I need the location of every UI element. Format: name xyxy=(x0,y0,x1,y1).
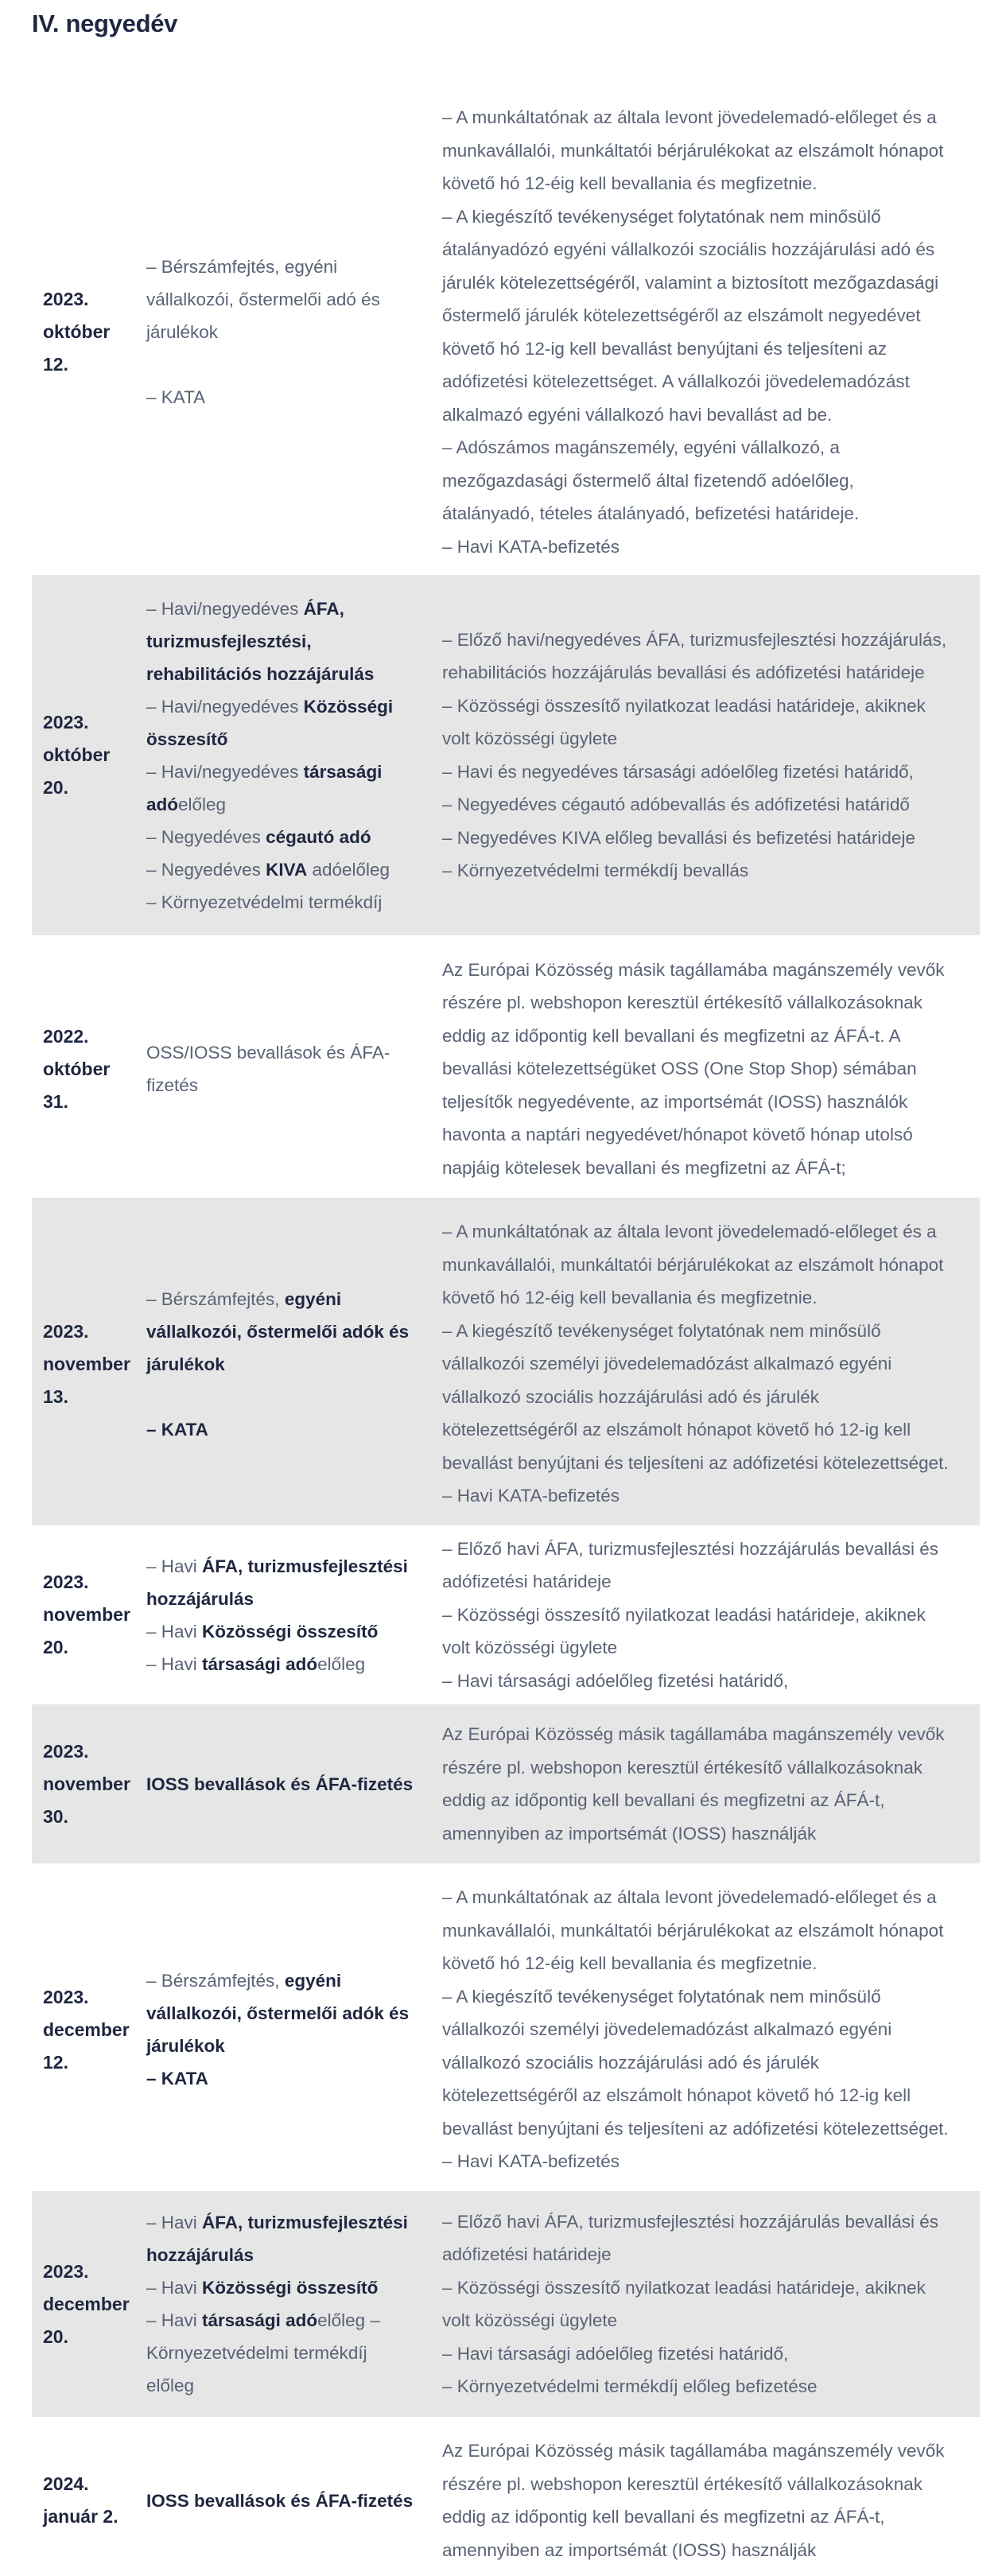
line-gap xyxy=(146,348,426,381)
description-line: volt közösségi ügylete xyxy=(442,1638,618,1658)
description-line: kötelezettségéről az elszámolt hónapot követő hó 12-ig kell xyxy=(442,1420,911,1440)
description-line: – A munkáltatónak az általa levont jövedelemadó-előleget és a xyxy=(442,107,937,127)
tax-item-text: adóelőleg xyxy=(307,859,390,880)
date-line: 2023. xyxy=(43,2260,89,2282)
tax-item-text: OSS/IOSS bevallások és ÁFA- xyxy=(146,1043,390,1063)
description-line: vállalkozó szociális hozzájárulási adó és járulék xyxy=(442,1386,819,1407)
tax-item-line xyxy=(146,886,426,919)
description-line: őstermelő járulék kötelezettségéről az elszámolt negyedévet xyxy=(442,305,921,325)
date-line: 2023. xyxy=(43,1986,89,2007)
tax-item-emphasis: KIVA xyxy=(266,859,308,880)
tax-items xyxy=(146,1964,442,2095)
description-line: munkavállalói, munkáltatói bérjárulékokat az elszámolt hónapot xyxy=(442,140,944,161)
tax-item-line xyxy=(146,1283,426,1315)
deadline-date xyxy=(32,706,146,804)
tax-item-line xyxy=(146,1997,426,2030)
tax-item-emphasis: Közösségi összesítő xyxy=(202,1621,379,1642)
description-line: bevallást benyújtani és teljesíteni az adófizetési kötelezettséget. xyxy=(442,1452,949,1473)
tax-item-line xyxy=(146,1550,426,1583)
description-line: – Havi és negyedéves társasági adóelőleg fizetési határidő, xyxy=(442,761,914,782)
date-line: 12. xyxy=(43,2051,68,2073)
tax-item-line xyxy=(146,1413,426,1446)
date-line: 2023. xyxy=(43,1320,89,1342)
description-line: vállalkozói személyi jövedelemadózást alkalmazó egyéni xyxy=(442,2019,892,2040)
tax-item-emphasis: egyéni xyxy=(284,1288,342,1309)
tax-item-line xyxy=(146,2485,426,2517)
tax-item-emphasis: hozzájárulás xyxy=(146,2245,254,2265)
date-line: november xyxy=(43,1604,130,1625)
tax-item-emphasis: adó xyxy=(146,794,179,814)
description-line: mezőgazdasági őstermelő által fizetendő adóelőleg, xyxy=(442,470,854,491)
table-row xyxy=(32,2417,980,2576)
tax-item-text: előleg xyxy=(317,1653,366,1674)
description-line: volt közösségi ügylete xyxy=(442,729,618,748)
deadline-date xyxy=(32,283,146,381)
date-line: 13. xyxy=(43,1385,68,1407)
description-line: Az Európai Közösség másik tagállamába magánszemély vevők xyxy=(442,959,945,980)
description-line: – Közösségi összesítő nyilatkozat leadási határideje, akiknek xyxy=(442,1604,926,1625)
description-line: vállalkozó szociális hozzájárulási adó és járulék xyxy=(442,2052,819,2073)
tax-item-line xyxy=(146,756,426,788)
deadline-description xyxy=(442,624,980,888)
date-line: 20. xyxy=(43,777,68,798)
deadline-date xyxy=(32,1020,146,1118)
date-line: november xyxy=(43,1773,130,1794)
description-line: – Közösségi összesítő nyilatkozat leadási határideje, akiknek xyxy=(442,2277,926,2298)
tax-item-emphasis: cégautó adó xyxy=(266,826,371,847)
deadline-date xyxy=(32,2255,146,2353)
tax-item-text: – KATA xyxy=(146,387,206,407)
tax-item-line xyxy=(146,1036,426,1069)
tax-item-text: előleg xyxy=(178,794,227,814)
tax-item-emphasis: ÁFA, turizmusfejlesztési xyxy=(202,1556,408,1576)
description-line: – Havi társasági adóelőleg fizetési határidő, xyxy=(442,2343,789,2364)
description-line: munkavállalói, munkáltatói bérjárulékokat az elszámolt hónapot xyxy=(442,1254,944,1275)
tax-item-line xyxy=(146,2304,426,2337)
tax-item-text: – Havi/negyedéves xyxy=(146,761,304,782)
tax-item-emphasis: hozzájárulás xyxy=(146,1588,254,1609)
description-line: – Negyedéves cégautó adóbevallás és adófizetési határidő xyxy=(442,795,910,814)
deadline-description xyxy=(442,101,980,563)
tax-item-emphasis: vállalkozói, őstermelői adók és xyxy=(146,2003,410,2023)
tax-item-text: – Havi xyxy=(146,2310,203,2330)
tax-item-text: – Bérszámfejtés, xyxy=(146,1288,285,1309)
tax-item-line xyxy=(146,821,426,853)
tax-item-text: fizetés xyxy=(146,1075,199,1095)
date-line: január 2. xyxy=(43,2506,118,2527)
description-line: átalányadó, tételes átalányadó, befizetési határideje. xyxy=(442,503,860,523)
tax-items xyxy=(146,2485,442,2517)
tax-item-text: – Havi xyxy=(146,1556,203,1576)
date-line: 2023. xyxy=(43,1740,89,1762)
tax-item-text: – Havi/negyedéves xyxy=(146,598,304,619)
description-line: teljesítők negyedévente, az importsémát (IOSS) használók xyxy=(442,1091,908,1112)
deadline-description xyxy=(442,1533,980,1698)
date-line: 2022. xyxy=(43,1025,89,1047)
description-line: napjáig kötelesek bevallani és megfizetni az ÁFÁ-t; xyxy=(442,1157,846,1178)
tax-item-line xyxy=(146,283,426,316)
description-line: – Havi KATA-befizetés xyxy=(442,536,620,557)
tax-item-text: előleg xyxy=(146,2376,195,2395)
tax-item-line xyxy=(146,2337,426,2369)
tax-item-emphasis: Közösségi xyxy=(303,696,394,717)
deadline-description xyxy=(442,1881,980,2178)
date-line: 20. xyxy=(43,2325,68,2347)
tax-items xyxy=(146,251,442,414)
tax-items xyxy=(146,593,442,919)
description-line: munkavállalói, munkáltatói bérjárulékokat az elszámolt hónapot xyxy=(442,1920,944,1941)
tax-item-emphasis: járulékok xyxy=(146,1354,225,1374)
deadline-date xyxy=(32,1735,146,1833)
description-line: adófizetési határideje xyxy=(442,2244,612,2264)
tax-item-emphasis: társasági adó xyxy=(202,2310,318,2330)
description-line: átalányadózó egyéni vállalkozói szociális hozzájárulási adó és xyxy=(442,239,935,259)
description-line: – A munkáltatónak az általa levont jövedelemadó-előleget és a xyxy=(442,1222,937,1242)
deadline-date xyxy=(32,1566,146,1664)
tax-item-text: Környezetvédelmi termékdíj xyxy=(146,2343,367,2363)
date-line: 30. xyxy=(43,1805,68,1827)
date-line: december xyxy=(43,2293,130,2314)
description-line: adófizetési határideje xyxy=(442,1572,612,1592)
date-line: 2023. xyxy=(43,712,89,732)
description-line: Az Európai Közösség másik tagállamába magánszemély vevők xyxy=(442,2441,945,2461)
table-row xyxy=(32,1198,980,1525)
table-row xyxy=(32,2191,980,2417)
deadline-description xyxy=(442,1718,980,1850)
tax-item-line xyxy=(146,2271,426,2304)
tax-item-line xyxy=(146,316,426,348)
table-row xyxy=(32,575,980,935)
date-line: október xyxy=(43,321,111,342)
date-line: november xyxy=(43,1353,130,1374)
tax-item-line xyxy=(146,2062,426,2095)
tax-item-line xyxy=(146,2030,426,2062)
tax-item-line xyxy=(146,1348,426,1381)
tax-item-emphasis: – KATA xyxy=(146,1419,208,1440)
deadline-table xyxy=(32,68,980,2576)
tax-item-emphasis: vállalkozói, őstermelői adók és xyxy=(146,1321,410,1342)
tax-item-emphasis: rehabilitációs hozzájárulás xyxy=(146,663,375,684)
tax-item-emphasis: ÁFA, turizmusfejlesztési xyxy=(202,2213,408,2232)
description-line: – A munkáltatónak az általa levont jövedelemadó-előleget és a xyxy=(442,1887,937,1908)
tax-item-line xyxy=(146,593,426,625)
tax-item-line xyxy=(146,690,426,723)
description-line: eddig az időpontig kell bevallani és megfizetni az ÁFÁ-t, xyxy=(442,1790,885,1810)
deadline-date xyxy=(32,1315,146,1413)
tax-item-line xyxy=(146,1583,426,1615)
description-line: – A kiegészítő tevékenységet folytatónak nem minősülő xyxy=(442,1320,881,1341)
tax-item-line xyxy=(146,2206,426,2239)
description-line: rehabilitációs hozzájárulás bevallási és adófizetési határideje xyxy=(442,662,925,682)
tax-item-text: – Havi xyxy=(146,2278,203,2298)
tax-item-emphasis: társasági xyxy=(303,761,383,782)
tax-item-text: – Bérszámfejtés, xyxy=(146,1971,285,1991)
date-line: 2023. xyxy=(43,289,89,309)
description-line: alkalmazó egyéni vállalkozó havi bevallást ad be. xyxy=(442,404,833,425)
table-row xyxy=(32,1704,980,1863)
tax-item-emphasis: társasági adó xyxy=(202,1653,318,1674)
date-line: 31. xyxy=(43,1090,68,1112)
description-line: – Adószámos magánszemély, egyéni vállalkozó, a xyxy=(442,437,840,457)
date-line: december xyxy=(43,2018,130,2040)
description-line: – Havi KATA-befizetés xyxy=(442,2151,620,2172)
deadline-date xyxy=(32,1981,146,2079)
tax-item-emphasis: IOSS bevallások és ÁFA-fizetés xyxy=(146,1774,414,1794)
tax-item-emphasis: IOSS bevallások és ÁFA-fizetés xyxy=(146,2490,414,2511)
description-line: – Negyedéves KIVA előleg bevallási és befizetési határideje xyxy=(442,827,915,848)
date-line: október xyxy=(43,1058,111,1079)
tax-item-line xyxy=(146,381,426,414)
tax-item-line xyxy=(146,251,426,283)
description-line: – Havi KATA-befizetés xyxy=(442,1486,620,1506)
description-line: – Környezetvédelmi termékdíj bevallás xyxy=(442,861,749,880)
description-line: követő hó 12-éig kell bevallania és megfizetnie. xyxy=(442,1953,818,1974)
description-line: vállalkozói személyi jövedelemadózást alkalmazó egyéni xyxy=(442,1354,892,1374)
tax-item-line xyxy=(146,658,426,690)
tax-item-text: – Környezetvédelmi termékdíj xyxy=(146,892,383,912)
tax-item-text: – Havi/negyedéves xyxy=(146,696,304,717)
date-line: 20. xyxy=(43,1637,68,1657)
page-title: IV. negyedév xyxy=(32,10,178,37)
description-line: részére pl. webshopon keresztül értékesítő vállalkozásoknak xyxy=(442,993,923,1013)
description-line: bevallási kötelezettségüket OSS (One Stop Shop) sémában xyxy=(442,1059,917,1079)
tax-item-text: – Negyedéves xyxy=(146,826,266,847)
tax-item-emphasis: – KATA xyxy=(146,2069,208,2088)
tax-item-text: – Havi xyxy=(146,1653,203,1674)
table-row xyxy=(32,1863,980,2191)
deadline-description xyxy=(442,954,980,1185)
tax-item-emphasis: összesítő xyxy=(146,729,228,749)
description-line: – A kiegészítő tevékenységet folytatónak nem minősülő xyxy=(442,206,881,227)
description-line: járulék kötelezettségéről, valamint a biztosított mezőgazdasági xyxy=(442,272,939,293)
tax-item-text: – Havi xyxy=(146,1621,203,1642)
description-line: kötelezettségéről az elszámolt hónapot követő hó 12-ig kell xyxy=(442,2085,911,2106)
tax-items xyxy=(146,2206,442,2402)
date-line: 12. xyxy=(43,354,68,375)
deadline-description xyxy=(442,2434,980,2566)
description-line: részére pl. webshopon keresztül értékesítő vállalkozásoknak xyxy=(442,1757,923,1778)
description-line: követő hó 12-ig kell bevallást benyújtani és teljesíteni az xyxy=(442,338,888,359)
tax-items xyxy=(146,1036,442,1102)
tax-item-text: vállalkozói, őstermelői adó és xyxy=(146,289,380,309)
table-row xyxy=(32,935,980,1198)
tax-item-text: – Havi xyxy=(146,2213,203,2232)
tax-item-line xyxy=(146,1069,426,1102)
description-line: adófizetési kötelezettséget. A vállalkozói jövedelemadózást xyxy=(442,371,910,391)
deadline-description xyxy=(442,2205,980,2403)
tax-item-line xyxy=(146,1964,426,1997)
description-line: eddig az időpontig kell bevallani és megfizetni az ÁFÁ-t. A xyxy=(442,1025,901,1046)
description-line: volt közösségi ügylete xyxy=(442,2310,618,2330)
tax-item-line xyxy=(146,1315,426,1348)
tax-item-line xyxy=(146,1768,426,1801)
tax-item-emphasis: egyéni xyxy=(284,1971,342,1991)
description-line: eddig az időpontig kell bevallani és megfizetni az ÁFÁ-t, xyxy=(442,2507,885,2527)
tax-items xyxy=(146,1768,442,1801)
description-line: amennyiben az importsémát (IOSS) használják xyxy=(442,2539,817,2560)
description-line: – Előző havi ÁFA, turizmusfejlesztési hozzájárulás bevallási és xyxy=(442,2211,939,2232)
tax-item-text: – Bérszámfejtés, egyéni xyxy=(146,257,338,277)
tax-item-text: járulékok xyxy=(146,322,219,342)
tax-item-line xyxy=(146,1648,426,1680)
description-line: – A kiegészítő tevékenységet folytatónak nem minősülő xyxy=(442,1986,881,2007)
tax-items xyxy=(146,1283,442,1446)
description-line: bevallást benyújtani és teljesíteni az adófizetési kötelezettséget. xyxy=(442,2118,949,2139)
description-line: részére pl. webshopon keresztül értékesítő vállalkozásoknak xyxy=(442,2473,923,2494)
tax-item-text: előleg – xyxy=(317,2310,380,2330)
tax-item-emphasis: járulékok xyxy=(146,2036,225,2056)
table-row xyxy=(32,68,980,575)
date-line: 2023. xyxy=(43,1572,89,1592)
description-line: – Közösségi összesítő nyilatkozat leadási határideje, akiknek xyxy=(442,695,926,716)
tax-item-line xyxy=(146,2369,426,2402)
tax-item-line xyxy=(146,853,426,886)
description-line: – Előző havi ÁFA, turizmusfejlesztési hozzájárulás bevallási és xyxy=(442,1538,939,1559)
description-line: – Környezetvédelmi termékdíj előleg befizetése xyxy=(442,2376,818,2396)
date-line: 2024. xyxy=(43,2473,89,2494)
description-line: – Előző havi/negyedéves ÁFA, turizmusfejlesztési hozzájárulás, xyxy=(442,629,947,650)
date-line: október xyxy=(43,744,111,765)
tax-item-line xyxy=(146,625,426,658)
description-line: követő hó 12-éig kell bevallania és megfizetnie. xyxy=(442,1288,818,1308)
tax-item-line xyxy=(146,2239,426,2271)
tax-item-emphasis: turizmusfejlesztési, xyxy=(146,631,312,651)
description-line: amennyiben az importsémát (IOSS) használják xyxy=(442,1823,817,1844)
description-line: követő hó 12-éig kell bevallania és megfizetnie. xyxy=(442,173,818,193)
line-gap xyxy=(146,1381,426,1413)
table-row xyxy=(32,1525,980,1704)
deadline-description xyxy=(442,1215,980,1513)
tax-item-line xyxy=(146,788,426,821)
tax-items xyxy=(146,1550,442,1680)
tax-item-emphasis: Közösségi összesítő xyxy=(202,2278,379,2298)
description-line: havonta a naptári negyedévet/hónapot követő hónap utolsó xyxy=(442,1125,913,1145)
tax-item-text: – Negyedéves xyxy=(146,859,266,880)
description-line: – Havi társasági adóelőleg fizetési határidő, xyxy=(442,1670,789,1691)
tax-item-emphasis: ÁFA, xyxy=(303,598,344,619)
description-line: Az Európai Közösség másik tagállamába magánszemély vevők xyxy=(442,1724,945,1744)
tax-item-line xyxy=(146,1615,426,1648)
deadline-date xyxy=(32,2468,146,2533)
tax-item-line xyxy=(146,723,426,756)
